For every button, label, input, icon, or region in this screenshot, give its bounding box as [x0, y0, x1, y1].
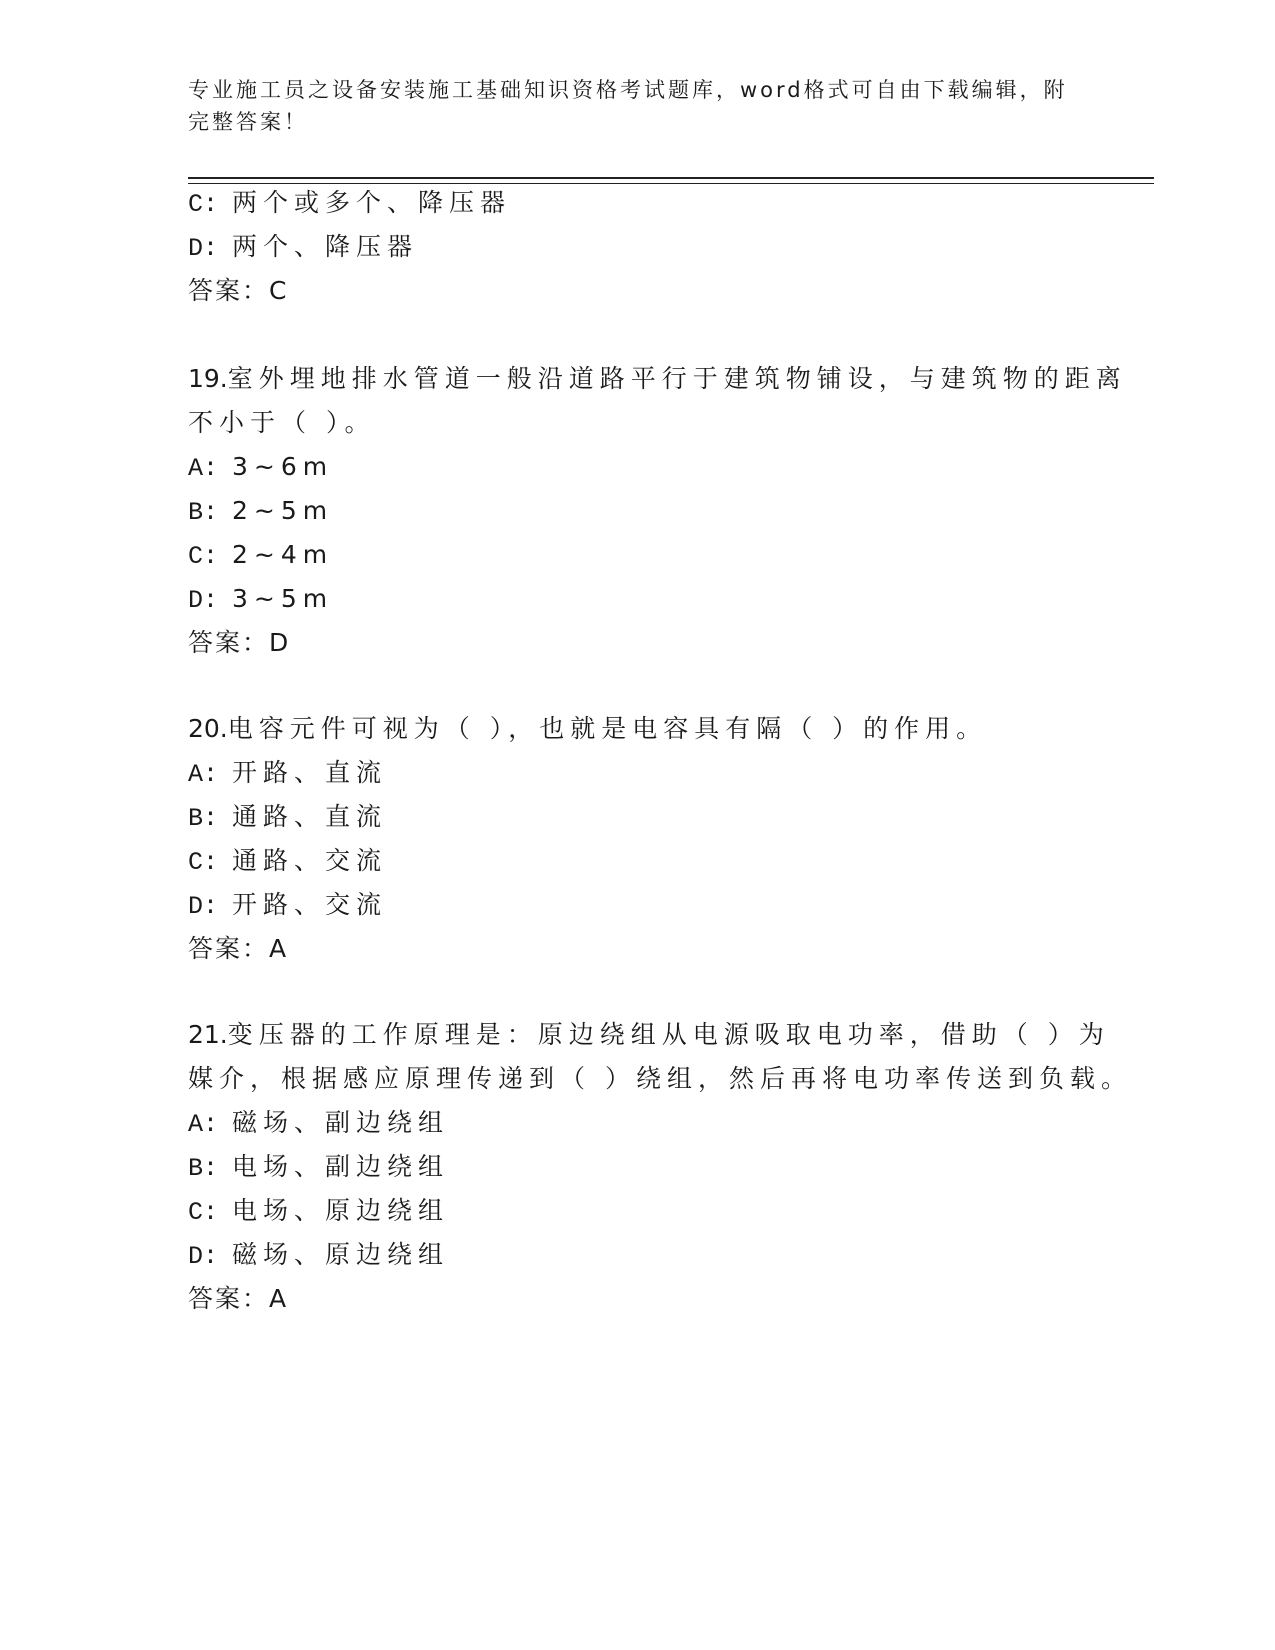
- option-line: [188, 800, 387, 836]
- option-letter: B:: [188, 804, 219, 833]
- question-stem-text: 变压器的工作原理是：原边绕组从电源吸取电功率，借助（ ）为: [227, 1020, 1110, 1049]
- answer-line: 答案：C: [188, 276, 289, 305]
- option-text: 两个、降压器: [231, 232, 418, 261]
- option-text: 两个或多个、降压器: [231, 188, 511, 217]
- page-header: 专业施工员之设备安装施工基础知识资格考试题库，word格式可自由下载编辑，附完整答案！: [188, 78, 1068, 134]
- option-text: 2~5m: [231, 496, 334, 525]
- option-text: 通路、直流: [231, 802, 387, 831]
- option-text: 2~4m: [231, 540, 334, 569]
- option-text: 磁场、原边绕组: [231, 1240, 449, 1269]
- option-line: [188, 888, 387, 924]
- header-divider-thick: [188, 177, 1154, 179]
- question-stem-text: 室外埋地排水管道一般沿道路平行于建筑物铺设，与建筑物的距离: [227, 364, 1127, 393]
- option-text: 开路、直流: [231, 758, 387, 787]
- option-text: 通路、交流: [231, 846, 387, 875]
- option-line: [188, 582, 333, 618]
- answer-line: 答案：D: [188, 628, 291, 657]
- option-text: 开路、交流: [231, 890, 387, 919]
- option-text: 电场、副边绕组: [231, 1152, 449, 1181]
- option-line: [188, 844, 387, 880]
- question-number: 20.: [188, 714, 228, 743]
- option-letter: B:: [188, 498, 219, 527]
- answer-line: 答案：A: [188, 1284, 289, 1313]
- question-number: 21.: [188, 1020, 228, 1049]
- question-stem-continued: 不小于（ ）。: [188, 408, 376, 437]
- option-line: [188, 756, 387, 792]
- option-line: [188, 230, 418, 266]
- option-line: [188, 450, 333, 486]
- option-letter: D:: [188, 892, 219, 921]
- option-letter: D:: [188, 586, 219, 615]
- option-text: 磁场、副边绕组: [231, 1108, 449, 1137]
- question-stem: [188, 362, 1127, 396]
- option-line: [188, 1194, 449, 1230]
- option-text: 3~6m: [231, 452, 334, 481]
- option-letter: C:: [188, 190, 219, 219]
- answer-line: 答案：A: [188, 934, 289, 963]
- question-stem-text: 电容元件可视为（ ），也就是电容具有隔（ ）的作用。: [227, 714, 988, 743]
- option-letter: A:: [188, 1110, 219, 1139]
- option-text: 电场、原边绕组: [231, 1196, 449, 1225]
- option-line: [188, 1150, 449, 1186]
- option-line: [188, 186, 511, 222]
- option-letter: C:: [188, 1198, 219, 1227]
- option-text: 3~5m: [231, 584, 334, 613]
- option-letter: D:: [188, 1242, 219, 1271]
- option-letter: C:: [188, 848, 219, 877]
- option-line: [188, 1238, 449, 1274]
- option-letter: B:: [188, 1154, 219, 1183]
- question-stem: [188, 1018, 1110, 1052]
- header-divider-thin: [188, 183, 1154, 184]
- question-stem-continued: 媒介，根据感应原理传递到（ ）绕组，然后再将电功率传送到负载。: [188, 1064, 1132, 1093]
- option-line: [188, 1106, 449, 1142]
- question-number: 19.: [188, 364, 228, 393]
- option-letter: A:: [188, 760, 219, 789]
- option-letter: A:: [188, 454, 219, 483]
- option-letter: C:: [188, 542, 219, 571]
- option-line: [188, 494, 333, 530]
- question-stem: [188, 712, 987, 746]
- option-line: [188, 538, 333, 574]
- option-letter: D:: [188, 234, 219, 263]
